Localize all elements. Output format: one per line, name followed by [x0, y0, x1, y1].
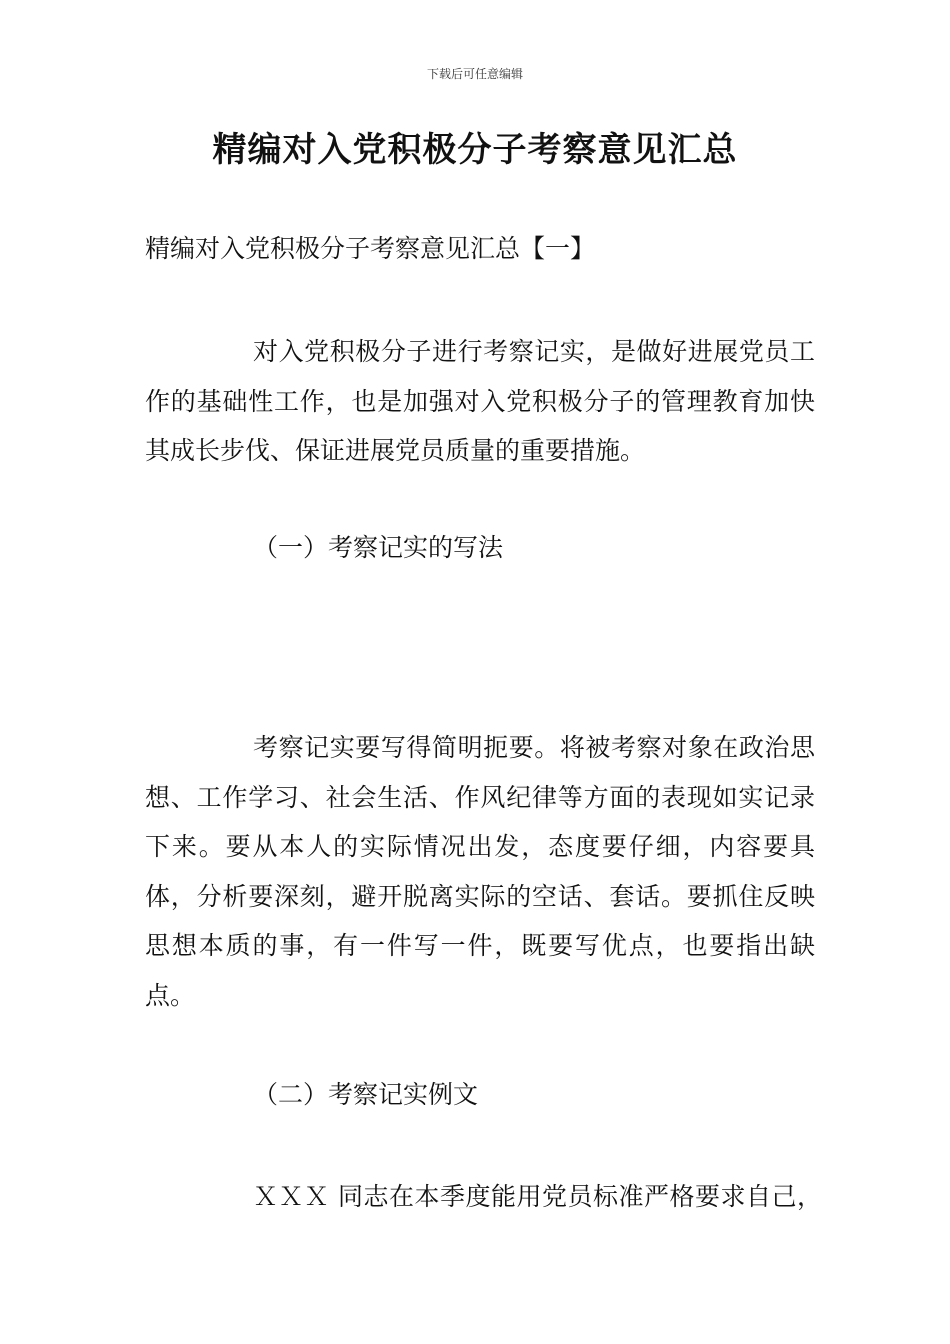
paragraph-example: ＸＸＸ 同志在本季度能用党员标准严格要求自己，	[253, 1182, 823, 1211]
subheading-example: （二）考察记实例文	[253, 1080, 479, 1109]
paragraph-writing-method: 考察记实要写得简明扼要。将被考察对象在政治思想、工作学习、社会生活、作风纪律等方面的表现如实记录下来。要从本人的实际情况出发，态度要仔细，内容要具体，分析要深刻，避开脱离实际的空话、套话。要抓住反映思想本质的事，有一件写一件，既要写优点，也要指出缺点。	[145, 733, 815, 1010]
section-heading: 精编对入党积极分子考察意见汇总【一】	[145, 234, 596, 263]
subheading-writing-method: （一）考察记实的写法	[253, 533, 504, 562]
document-title: 精编对入党积极分子考察意见汇总	[212, 130, 738, 170]
page-header-note: 下载后可任意编辑	[426, 67, 523, 81]
paragraph-intro: 对入党积极分子进行考察记实，是做好进展党员工作的基础性工作，也是加强对入党积极分子的管理教育加快其成长步伐、保证进展党员质量的重要措施。	[145, 337, 815, 465]
